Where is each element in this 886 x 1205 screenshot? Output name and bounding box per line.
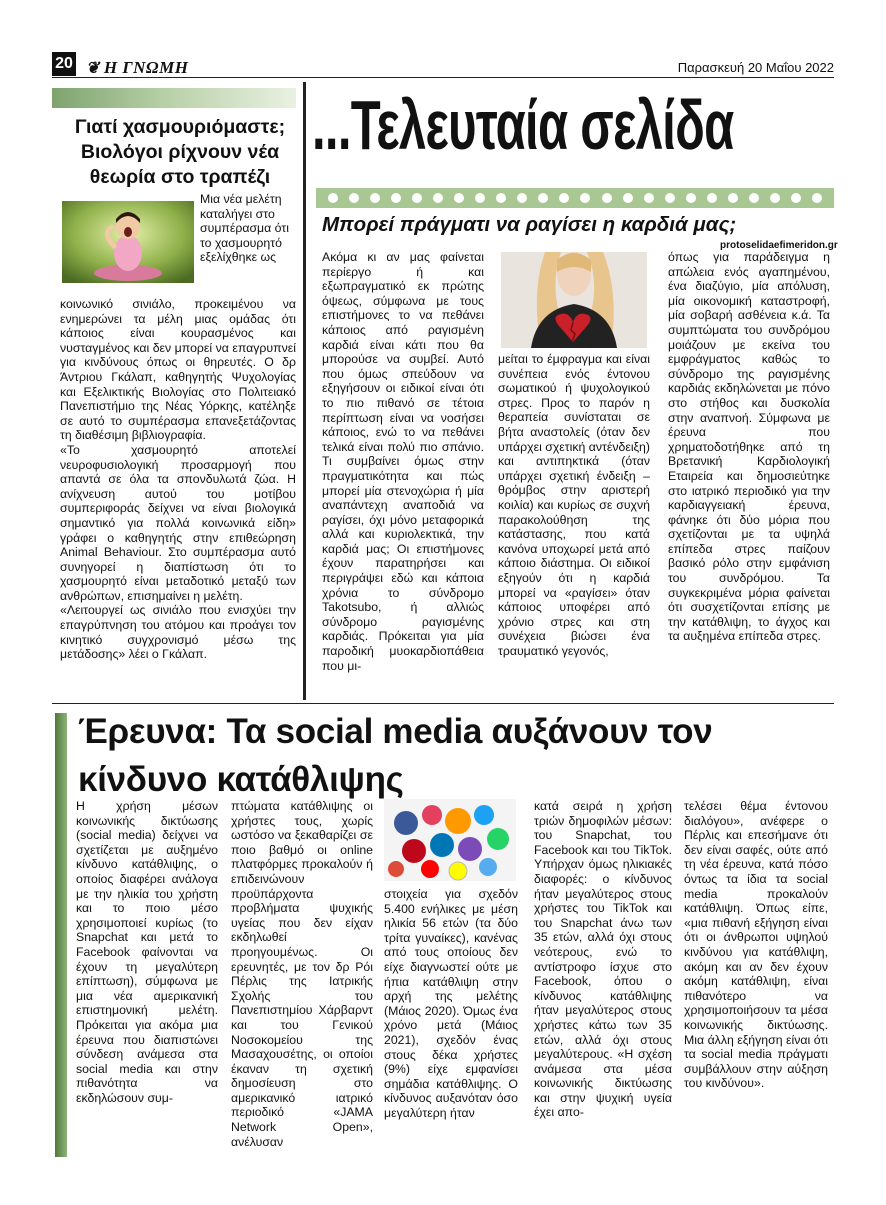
band-dot — [538, 193, 548, 203]
band-dot — [580, 193, 590, 203]
band-dot — [791, 193, 801, 203]
yawn-photo — [62, 201, 194, 283]
header-divider — [52, 77, 834, 78]
issue-date: Παρασκευή 20 Μαΐου 2022 — [677, 60, 834, 75]
band-dot — [665, 193, 675, 203]
yawn-paragraph-2: «Το χασμουρητό αποτελεί νευροφυσιολογική προσαρμογή που απαντά σε όλα τα σπονδυλωτά ζώα. Η ανίχνευση αυτού του μοτίβου συμπεριφοράς δείχνει να είναι βιολογικά σημαντικό για πολλά κοινωνικά είδη» γράφει ο καθηγητής στην επιθεώρηση Animal Behaviour. Στο συμπέρασμα αυτό συνηγορεί η διαπίστωση ότι το χασμουρητό είναι μεταδοτικό μεταξύ των ανθρώπων, επισημαίνει η μελέτη. — [60, 442, 296, 603]
watermark-url: protoselidaefimeridon.gr — [720, 240, 838, 251]
section-title: ...Τελευταία σελίδα — [312, 86, 734, 164]
yawn-article-headline: Γιατί χασμουριόμαστε; Βιολόγοι ρίχνουν νέα θεωρία στο τραπέζι — [74, 116, 286, 188]
band-dot — [496, 193, 506, 203]
band-dot — [602, 193, 612, 203]
band-dot — [812, 193, 822, 203]
band-dot — [770, 193, 780, 203]
yawn-article-body — [60, 297, 296, 697]
social-column-3: στοιχεία για σχεδόν 5.400 ενήλικες με μέση ηλικία 56 ετών (τα δύο τρίτα γυναίκες), κανένας από τους οποίους δεν είχε διαγνωστεί ούτε με ήπια κατάθλιψη στην αρχή της μελέτης (Μάιος 2020). Όμως ένα χρόνο μετά (Μάιος 2021), σχεδόν ένας στους δέκα χρήστες (9%) είχε εμφανίσει σημάδια κατάθλιψης. Ο κίνδυνος αυξανόταν όσο μεγαλύτερη ήταν — [384, 887, 518, 1120]
article-accent-bar — [55, 713, 67, 1157]
yawn-intro-narrow: Μια νέα μελέτη καταλήγει στο συμπέρασμα ότι το χασμουρητό εξελίχθηκε ως — [200, 192, 289, 265]
yawn-paragraph-1: κοινωνικό σινιάλο, προκειμένου να ενημερώνει τα μέλη μιας ομάδας ότι κάποιος είναι κουρασμένος και νυσταγμένος και δεν μπορεί να επαγρυπνεί για κινδύνους όπως οι θηρευτές. Ο δρ Άντριου Γκάλαπ, καθηγητής Ψυχολογίας και Εξελικτικής Βιολογίας στο Πολιτειακό Πανεπιστήμιο της Νέας Υόρκης, κατέληξε σε αυτό το συμπέρασμα επανεξετάζοντας τη διαθέσιμη βιβλιογραφία. — [60, 297, 296, 443]
band-dot — [412, 193, 422, 203]
heart-article-headline: Μπορεί πράγματι να ραγίσει η καρδιά μας; — [322, 213, 737, 236]
band-dot — [644, 193, 654, 203]
band-dot — [559, 193, 569, 203]
yawn-paragraph-3: «Λειτουργεί ως σινιάλο που ενισχύει την επαγρύπνηση του ατόμου και προάγει τον κινητικό συγχρονισμό μέσω της μετάδοσης» λέει ο Γκάλαπ. — [60, 603, 296, 662]
heart-column-1: Ακόμα κι αν μας φαίνεται περίεργο ή και εξωπραγματικό εκ πρώτης όψεως, σύμφωνα με τους επιστήμονες το να πεθάνει κάποιος από ραγισμένη καρδιά είναι κάτι που θα μπορούσε να συμβεί. Αυτό που όμως σπεύδουν να εξηγήσουν οι ειδικοί είναι ότι το πιο πιθανό σε τέτοια περίπτωση είναι να νοσήσει κάποιος, ενώ το να πεθάνει τελικά είναι πολύ πιο σπάνιο. Τι συμβαίνει όμως στην πραγματικότητα και πώς μπορεί μία στενοχώρια ή μία αναπάντεχη αναποδιά να ραγίσει, όχι μόνο μεταφορικά αλλά και κυριολεκτικά, την καρδιά μας; Οι επιστήμονες έχουν παρατηρήσει και περιγράψει εδώ και κάποια χρόνια το σύνδρομο Takotsubo, ή αλλιώς σύνδρομο ραγισμένης καρδιάς. Πρόκειται για μία παροδική μυοκαρδιοπάθεια που μι- — [322, 250, 484, 673]
social-column-5: τελέσει θέμα έντονου διαλόγου», ανέφερε ο Πέρλις και επεσήμανε ότι δεν είναι σαφές, ούτε από τη νέα έρευνα, κατά πόσο όντως τα ίδια τα social media προκαλούν κατάθλιψη. Όπως είπε, «μια πιθανή εξήγηση είναι ότι οι άνθρωποι υψηλού κινδύνου για κατάθλιψη, ακόμη και αν δεν έχουν ακόμη κατάθλιψη, είναι πιθανότερο να χρησιμοποιήσουν τα μέσα κοινωνικής δικτύωσης. Μια άλλη εξήγηση είναι ότι τα social media πράγματι συμβάλλουν στην αύξηση του κινδύνου». — [684, 799, 828, 1091]
social-column-2: πτώματα κατάθλιψης οι χρήστες τους, χωρίς ωστόσο να ξεκαθαρίζει σε ποιο βαθμό οι online πλατφόρμες προκαλούν ή επιδεινώνουν προϋπάρχοντα προβλήματα ψυχικής υγείας που δεν είχαν εκδηλωθεί προηγουμένως. Οι ερευνητές, με τον δρ Ρόι Πέρλις της Ιατρικής Σχολής του Πανεπιστημίου Χάρβαρντ και του Γενικού Νοσοκομείου της Μασαχουσέτης, οι οποίοι έκαναν τη σχετική δημοσίευση στο αμερικανικό ιατρικό περιοδικό «JAMA Network Open», ανέλυσαν — [231, 799, 373, 1149]
band-dot — [370, 193, 380, 203]
social-column-1: Η χρήση μέσων κοινωνικής δικτύωσης (social media) δείχνει να σχετίζεται με αυξημένο κίνδυνο κατάθλιψης, ο οποίος διαφέρει ανάλογα με την ηλικία του χρήστη και το ποιο μέσο χρησιμοποιεί κυρίως (το Snapchat και μετά το Facebook φαίνονται να έχουν τη μεγαλύτερη επίπτωση), σύμφωνα με μια νέα αμερικανική επιστημονική μελέτη. Πρόκειται για ακόμα μια έρευνα που διαπιστώνει σύνδεση ανάμεσα στα social media και στην πιθανότητα να εκδηλώσουν συμ- — [76, 799, 218, 1105]
band-dot — [349, 193, 359, 203]
publication-name: Η ΓΝΩΜΗ — [103, 58, 189, 77]
band-dot — [328, 193, 338, 203]
social-media-icons-photo — [384, 799, 516, 881]
column-divider — [303, 82, 306, 700]
section-accent-band — [52, 88, 296, 108]
band-dot — [454, 193, 464, 203]
band-dot — [475, 193, 485, 203]
band-dot — [749, 193, 759, 203]
band-dot — [623, 193, 633, 203]
band-dot — [707, 193, 717, 203]
bird-icon: ❦ — [86, 60, 100, 77]
heart-photo — [501, 252, 647, 348]
dotted-band — [316, 188, 834, 208]
publication-logo — [86, 58, 188, 78]
band-dot — [391, 193, 401, 203]
band-dot — [433, 193, 443, 203]
social-column-4: κατά σειρά η χρήση τριών δημοφιλών μέσων: του Snapchat, του Facebook και του TikTok. Υπήρχαν όμως ηλικιακές διαφορές: ο κίνδυνος ήταν μεγαλύτερος στους χρήστες του TikTok και του Snapchat άνω των 35 ετών, αλλά όχι στους νεότερους, ενώ το αντίστροφο ίσχυε στο Facebook, όπου ο κίνδυνος κατάθλιψης ήταν μεγαλύτερος στους χρήστες κάτω των 35 ετών, αλλά όχι στους μεγαλύτερους. «Η σχέση ανάμεσα στα μέσα κοινωνικής δικτύωσης και στην ψυχική υγεία έχει απο- — [534, 799, 672, 1120]
heart-column-2: μείται το έμφραγμα και είναι συνέπεια ενός έντονου σωματικού ή ψυχολογικού στρες. Προς το παρόν η θεραπεία συνίσταται σε βήτα αναστολείς (όταν δεν υπάρχει σχετική αντένδειξη) και αντιπηκτικά (όταν υπάρχει σχετική ένδειξη – θρόμβος στην αριστερή κοιλία) και κυρίως σε συχνή παρακολούθηση της κατάστασης, που κατά κανόνα υποχωρεί μετά από κάποιο διάστημα. Οι ειδικοί εξηγούν ότι η καρδιά μπορεί να «ραγίσει» όταν κάποιος υποφέρει από χρόνιο στρες και στη συνέχεια βιώσει ένα τραυματικό γεγονός, — [498, 352, 650, 658]
band-dot — [686, 193, 696, 203]
social-article-headline: Έρευνα: Τα social media αυξάνουν τον κίνδυνο κατάθλιψης — [78, 712, 713, 799]
band-dot — [517, 193, 527, 203]
section-divider — [52, 703, 834, 704]
page-number: 20 — [52, 52, 76, 76]
heart-column-3: όπως για παράδειγμα η απώλεια ενός αγαπημένου, ένα διαζύγιο, μία απόλυση, μία οικονομική καταστροφή, μία σοβαρή ασθένεια κ.ά. Τα συμπτώματα του συνδρόμου μοιάζουν με εκείνα του εμφράγματος καθώς το σύνδρομο της ραγισμένης καρδιάς εκδηλώνεται με πόνο στο στήθος και δυσκολία στην αναπνοή. Σύμφωνα με έρευνα που χρηματοδοτήθηκε από τη Βρετανική Καρδιολογική Εταιρεία και δημοσιεύτηκε στο ιατρικό περιοδικό για την καρδιαγγειακή έρευνα, φάνηκε ότι δύο μόρια που σχετίζονται με τα υψηλά επίπεδα στρες παίζουν βασικό ρόλο στην εμφάνιση του συνδρόμου. Τα συγκεκριμένα μόρια φαίνεται ότι συσχετίζονται επίσης με την κατάθλιψη, το άγχος και τα αυξημένα επίπεδα στρες. — [668, 250, 830, 644]
band-dot — [728, 193, 738, 203]
